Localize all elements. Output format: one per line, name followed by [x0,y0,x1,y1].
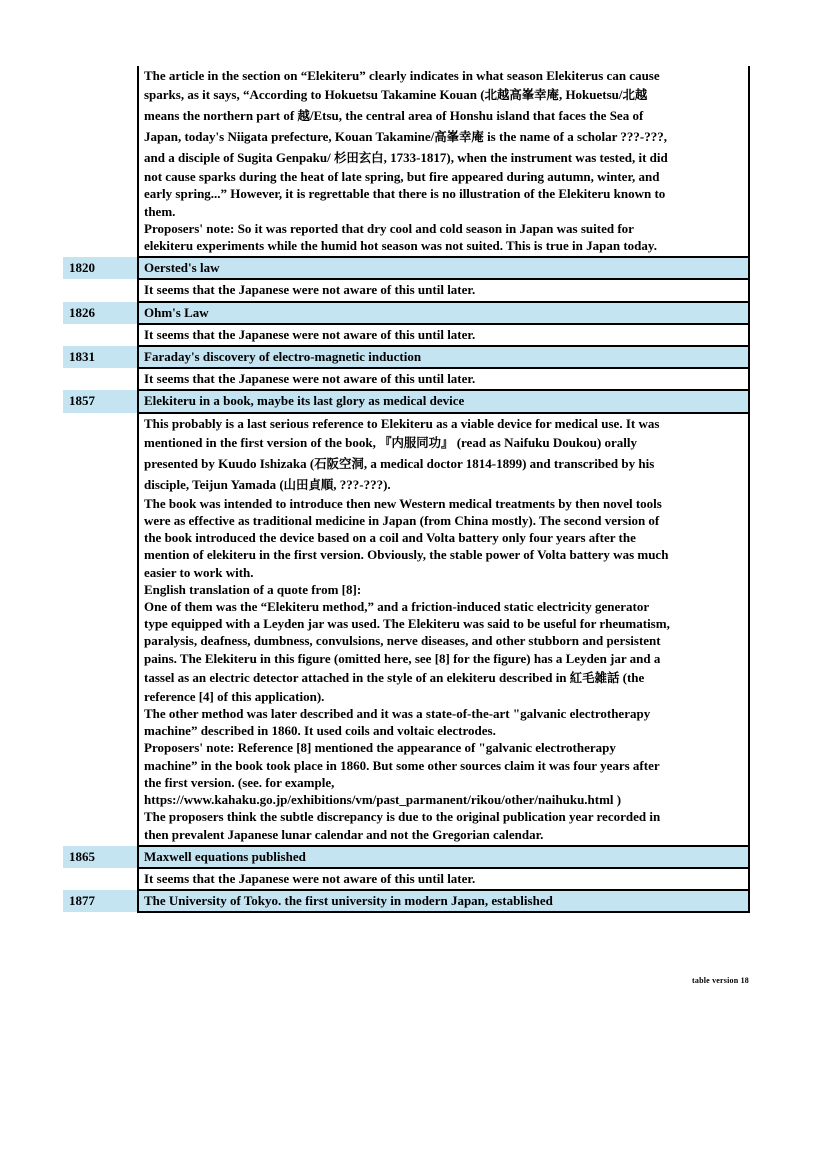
event-title-cell: The University of Tokyo. the first university in modern Japan, established [138,890,749,912]
table-row [63,413,749,846]
body-cell [138,413,749,846]
event-title-cell: Elekiteru in a book, maybe its last glory as medical device [138,390,749,412]
paragraph [144,808,744,842]
text-line: English translation of a quote from [8]: [144,581,362,597]
table-row [63,390,749,412]
year-cell: 1857 [63,390,138,412]
text-line: paralysis, deafness, dumbness, convulsions, nerve diseases, and other stubborn and persistent [144,633,661,649]
table-row [63,66,749,257]
text-line: Proposers' note: So it was reported that dry cool and cold season in Japan was suited for [144,220,634,236]
table-row [63,257,749,279]
paragraph [144,598,744,705]
event-note-cell: It seems that the Japanese were not aware of this until later. [138,368,749,390]
table-row [63,868,749,890]
event-title-cell: Maxwell equations published [138,846,749,868]
year-cell-empty [63,868,138,890]
event-title-cell: Faraday's discovery of electro-magnetic induction [138,346,749,368]
text-line: the book introduced the device based on a coil and Volta battery only four years after the [144,530,636,546]
text-line: sparks, as it says, “According to Hokuetsu Takamine Kouan (北越高峯幸庵, Hokuetsu/北越 [144,87,648,103]
table-row [63,302,749,324]
event-note-cell: It seems that the Japanese were not aware of this until later. [138,279,749,301]
text-line: were as effective as traditional medicine in Japan (from China mostly). The second version of [144,513,660,529]
text-line: them. [144,203,176,219]
year-cell-empty [63,279,138,301]
event-title-cell: Oersted's law [138,257,749,279]
text-line: tassel as an electric detector attached in the style of an elekiteru described in 紅毛雑話 (the [144,669,645,685]
text-line: machine” in the book took place in 1860. But some other sources claim it was four years after [144,757,660,773]
text-line: and a disciple of Sugita Genpaku/ 杉田玄白, 1733-1817), when the instrument was tested, it did [144,150,668,166]
year-cell: 1865 [63,846,138,868]
timeline-table [63,66,750,913]
paragraph [144,67,744,220]
text-line: means the northern part of 越/Etsu, the central area of Honshu island that faces the Sea of [144,108,644,124]
table-row [63,346,749,368]
text-line: One of them was the “Elekiteru method,” and a friction-induced static electricity generator [144,599,650,615]
paragraph [144,415,744,495]
text-line: The article in the section on “Elekiteru” clearly indicates in what season Elekiterus can cause [144,68,660,83]
table-row [63,846,749,868]
year-cell-empty [63,413,138,846]
text-line: the first version. (see. for example, [144,774,335,790]
text-line: The other method was later described and it was a state-of-the-art "galvanic electrotherapy [144,706,651,722]
text-line: Proposers' note: Reference [8] mentioned the appearance of "galvanic electrotherapy [144,740,616,756]
page-footer-version: table version 18 [692,976,749,985]
paragraph [144,705,744,739]
paragraph [144,739,744,808]
event-note-cell: It seems that the Japanese were not aware of this until later. [138,868,749,890]
continuation-body-cell [138,66,749,257]
text-line: https://www.kahaku.go.jp/exhibitions/vm/past_parmanent/rikou/other/naihuku.html ) [144,792,622,808]
text-line: early spring...” However, it is regrettable that there is no illustration of the Elekiteru known to [144,186,666,202]
text-line: not cause sparks during the heat of late spring, but fire appeared during autumn, winter, and [144,169,660,185]
paragraph [144,495,744,581]
table-row [63,890,749,912]
year-cell-empty [63,324,138,346]
text-line: This probably is a last serious reference to Elekiteru as a viable device for medical use. It was [144,415,660,431]
text-line: easier to work with. [144,564,254,580]
text-line: machine” described in 1860. It used coils and voltaic electrodes. [144,723,496,739]
text-line: pains. The Elekiteru in this figure (omitted here, see [8] for the figure) has a Leyden jar and a [144,650,661,666]
text-line: presented by Kuudo Ishizaka (石阪空洞, a medical doctor 1814-1899) and transcribed by his [144,455,655,471]
text-line: type equipped with a Leyden jar was used. The Elekiteru was said to be useful for rheumatism, [144,616,670,632]
text-line: reference [4] of this application). [144,688,325,704]
table-row [63,279,749,301]
year-cell: 1820 [63,257,138,279]
paragraph [144,220,744,254]
text-line: then prevalent Japanese lunar calendar and not the Gregorian calendar. [144,826,544,842]
year-cell-empty [63,368,138,390]
table-row [63,324,749,346]
text-line: The book was intended to introduce then new Western medical treatments by then novel tools [144,495,662,511]
text-line: Japan, today's Niigata prefecture, Kouan Takamine/高峯幸庵 is the name of a scholar ???-???, [144,129,668,145]
year-cell-empty [63,66,138,257]
year-cell: 1831 [63,346,138,368]
text-line: disciple, Teijun Yamada (山田貞順, ???-???). [144,476,391,492]
event-title-cell: Ohm's Law [138,302,749,324]
paragraph [144,581,744,598]
table-row [63,368,749,390]
text-line: The proposers think the subtle discrepancy is due to the original publication year recorded in [144,809,661,825]
text-line: mentioned in the first version of the book, 『内服同功』 (read as Naifuku Doukou) orally [144,434,638,450]
year-cell: 1877 [63,890,138,912]
text-line: mention of elekiteru in the first version. Obviously, the stable power of Volta battery was much [144,547,669,563]
year-cell: 1826 [63,302,138,324]
event-note-cell: It seems that the Japanese were not aware of this until later. [138,324,749,346]
timeline-table-body [63,66,749,912]
text-line: elekiteru experiments while the humid hot season was not suited. This is true in Japan today. [144,238,657,254]
